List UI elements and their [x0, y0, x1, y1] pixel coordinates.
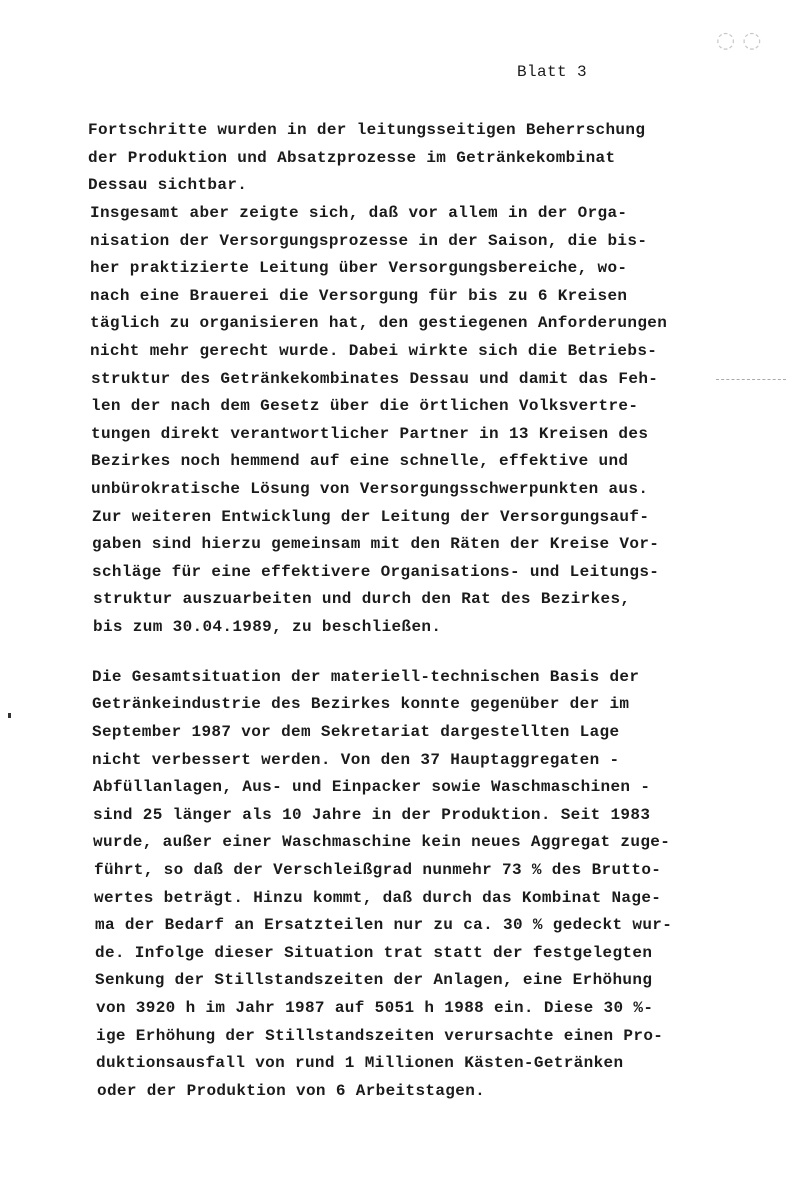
- text-line: oder der Produktion von 6 Arbeitstagen.: [97, 1082, 486, 1100]
- text-line: Die Gesamtsituation der materiell-technischen Basis der: [92, 668, 640, 686]
- text-line: her praktizierte Leitung über Versorgungsbereiche, wo-: [90, 259, 628, 277]
- text-line: Zur weiteren Entwicklung der Leitung der Versorgungsauf-: [92, 508, 650, 526]
- text-line: de. Infolge dieser Situation trat statt der festgelegten: [95, 944, 653, 962]
- text-line: Bezirkes noch hemmend auf eine schnelle, effektive und: [91, 452, 629, 470]
- text-line: von 3920 h im Jahr 1987 auf 5051 h 1988 ein. Diese 30 %-: [96, 999, 654, 1017]
- text-line: Abfüllanlagen, Aus- und Einpacker sowie Waschmaschinen -: [93, 778, 651, 796]
- text-line: wertes beträgt. Hinzu kommt, daß durch das Kombinat Nage-: [94, 889, 662, 907]
- text-line: gaben sind hierzu gemeinsam mit den Räten der Kreise Vor-: [92, 535, 660, 553]
- text-line: unbürokratische Lösung von Versorgungsschwerpunkten aus.: [91, 480, 649, 498]
- text-line: Insgesamt aber zeigte sich, daß vor allem in der Orga-: [90, 204, 628, 222]
- text-line: September 1987 vor dem Sekretariat dargestellten Lage: [92, 723, 620, 741]
- text-line: nach eine Brauerei die Versorgung für bis zu 6 Kreisen: [90, 287, 628, 305]
- text-line: struktur des Getränkekombinates Dessau und damit das Feh-: [91, 370, 659, 388]
- text-line: nisation der Versorgungsprozesse in der Saison, die bis-: [90, 232, 648, 250]
- text-line: bis zum 30.04.1989, zu beschließen.: [93, 618, 442, 636]
- text-line: Fortschritte wurden in der leitungsseitigen Beherrschung: [88, 121, 646, 139]
- text-line: nicht mehr gerecht wurde. Dabei wirkte sich die Betriebs-: [90, 342, 658, 360]
- text-line: wurde, außer einer Waschmaschine kein neues Aggregat zuge-: [93, 833, 671, 851]
- text-line: Dessau sichtbar.: [88, 176, 248, 194]
- text-line: ma der Bedarf an Ersatzteilen nur zu ca. 30 % gedeckt wur-: [95, 916, 673, 934]
- text-line: führt, so daß der Verschleißgrad nunmehr 73 % des Brutto-: [94, 861, 662, 879]
- text-line: nicht verbessert werden. Von den 37 Hauptaggregaten -: [92, 751, 620, 769]
- text-line: struktur auszuarbeiten und durch den Rat des Bezirkes,: [93, 590, 631, 608]
- text-line: duktionsausfall von rund 1 Millionen Kästen-Getränken: [96, 1054, 624, 1072]
- text-line: schläge für eine effektivere Organisations- und Leitungs-: [92, 563, 660, 581]
- text-line: Getränkeindustrie des Bezirkes konnte gegenüber der im: [92, 695, 630, 713]
- text-line: der Produktion und Absatzprozesse im Getränkekombinat: [88, 149, 616, 167]
- text-line: len der nach dem Gesetz über die örtlichen Volksvertre-: [91, 397, 639, 415]
- margin-dot: [8, 713, 11, 718]
- margin-mark: [716, 379, 786, 380]
- text-line: tungen direkt verantwortlicher Partner in 13 Kreisen des: [91, 425, 649, 443]
- text-line: ige Erhöhung der Stillstandszeiten verursachte einen Pro-: [96, 1027, 664, 1045]
- text-line: Senkung der Stillstandszeiten der Anlagen, eine Erhöhung: [95, 971, 653, 989]
- text-line: täglich zu organisieren hat, den gestiegenen Anforderungen: [90, 314, 668, 332]
- text-line: sind 25 länger als 10 Jahre in der Produktion. Seit 1983: [93, 806, 651, 824]
- page-number: Blatt 3: [517, 63, 588, 81]
- archive-stamp-mark: ◌ ◌: [716, 28, 762, 53]
